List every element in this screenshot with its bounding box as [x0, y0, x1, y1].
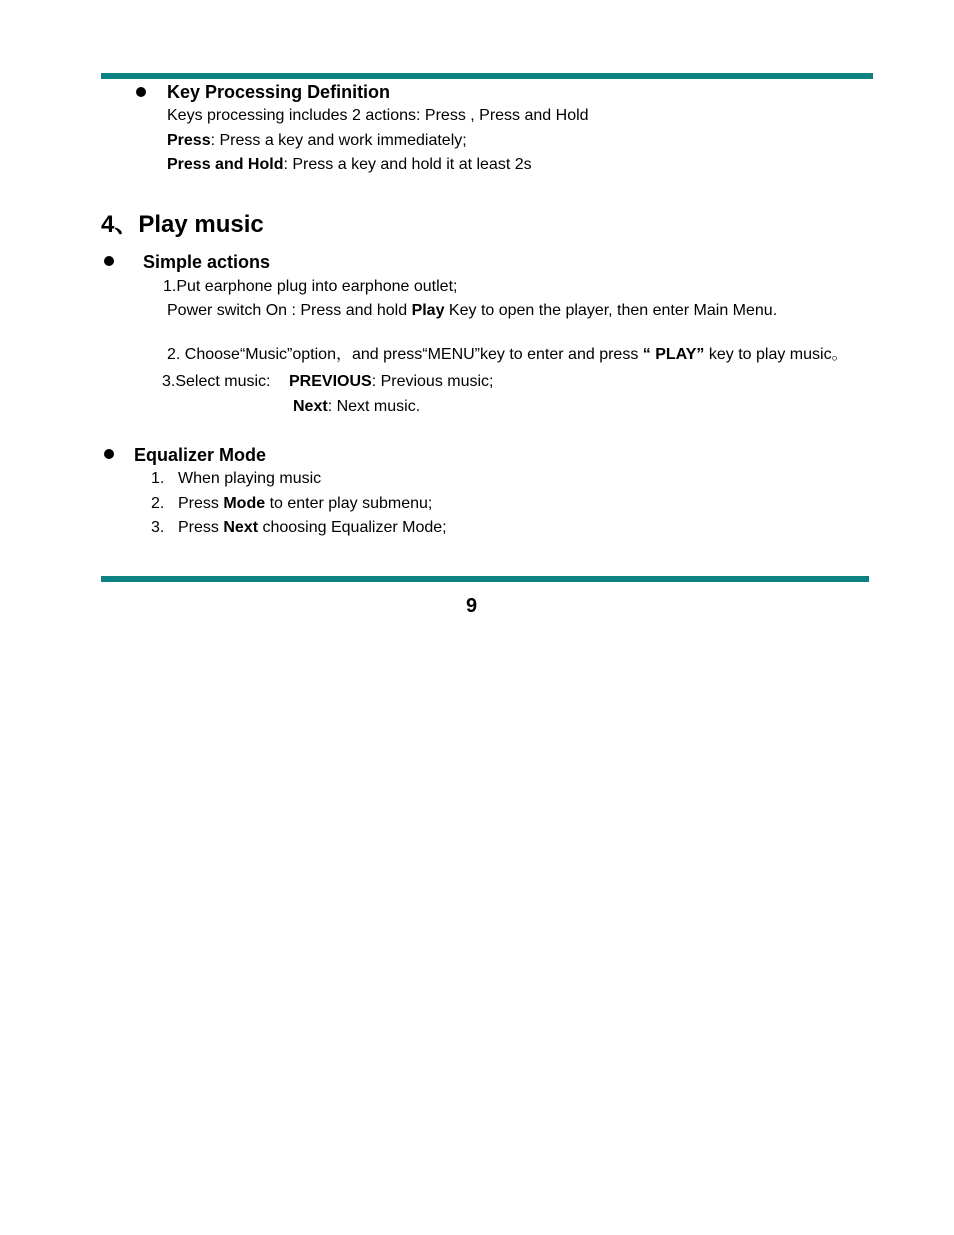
next-description: : Next music. — [327, 398, 421, 415]
previous-description: : Previous music; — [371, 373, 494, 390]
press-hold-definition — [167, 155, 532, 175]
press-hold-term: Press and Hold — [167, 156, 284, 173]
previous-term: PREVIOUS — [289, 373, 372, 390]
step-2-text — [167, 345, 848, 365]
bottom-divider — [101, 576, 869, 582]
list-item-number: 2. — [151, 495, 165, 512]
section-title: 4、Play music — [101, 211, 264, 238]
list-item — [178, 494, 432, 514]
power-on-text — [167, 301, 777, 321]
step-1-text: 1.Put earphone plug into earphone outlet; — [163, 278, 458, 295]
bullet-icon — [104, 449, 114, 459]
top-divider — [101, 73, 873, 79]
list-item-text-post: to enter play submenu; — [265, 495, 433, 512]
bullet-icon — [136, 87, 146, 97]
list-item-text: Press — [178, 495, 224, 512]
power-on-pre: Power switch On : Press and hold — [167, 302, 412, 319]
press-term: Press — [167, 132, 211, 149]
power-on-post: Key to open the player, then enter Main Menu. — [444, 302, 778, 319]
play-key: Play — [411, 302, 445, 319]
list-item — [178, 469, 321, 489]
list-item-number: 1. — [151, 470, 165, 487]
list-item-text: Press — [178, 519, 224, 536]
press-hold-description: : Press a key and hold it at least 2s — [283, 156, 532, 173]
list-item — [178, 518, 447, 538]
play-key-quoted: “ PLAY” — [642, 346, 705, 363]
key-processing-intro: Keys processing includes 2 actions: Press , Press and Hold — [167, 107, 589, 124]
list-item-number: 3. — [151, 519, 165, 536]
next-term: Next — [293, 398, 328, 415]
list-item-key: Next — [223, 519, 259, 536]
page-number: 9 — [466, 595, 478, 617]
step-2-pre: 2. Choose“Music”option，and press“MENU”key to enter and press — [167, 346, 643, 363]
key-processing-heading: Key Processing Definition — [167, 82, 391, 102]
list-item-text-post: choosing Equalizer Mode; — [258, 519, 447, 536]
press-description: : Press a key and work immediately; — [210, 132, 467, 149]
press-definition — [167, 131, 467, 151]
step-2-post: key to play music。 — [704, 346, 848, 363]
step-3-label: 3.Select music: — [162, 373, 271, 390]
simple-actions-heading: Simple actions — [143, 252, 271, 272]
bullet-icon — [104, 256, 114, 266]
list-item-key: Mode — [223, 495, 266, 512]
equalizer-heading: Equalizer Mode — [134, 445, 267, 465]
next-definition — [293, 397, 420, 417]
previous-definition — [289, 372, 494, 392]
list-item-text: When playing music — [178, 470, 322, 487]
